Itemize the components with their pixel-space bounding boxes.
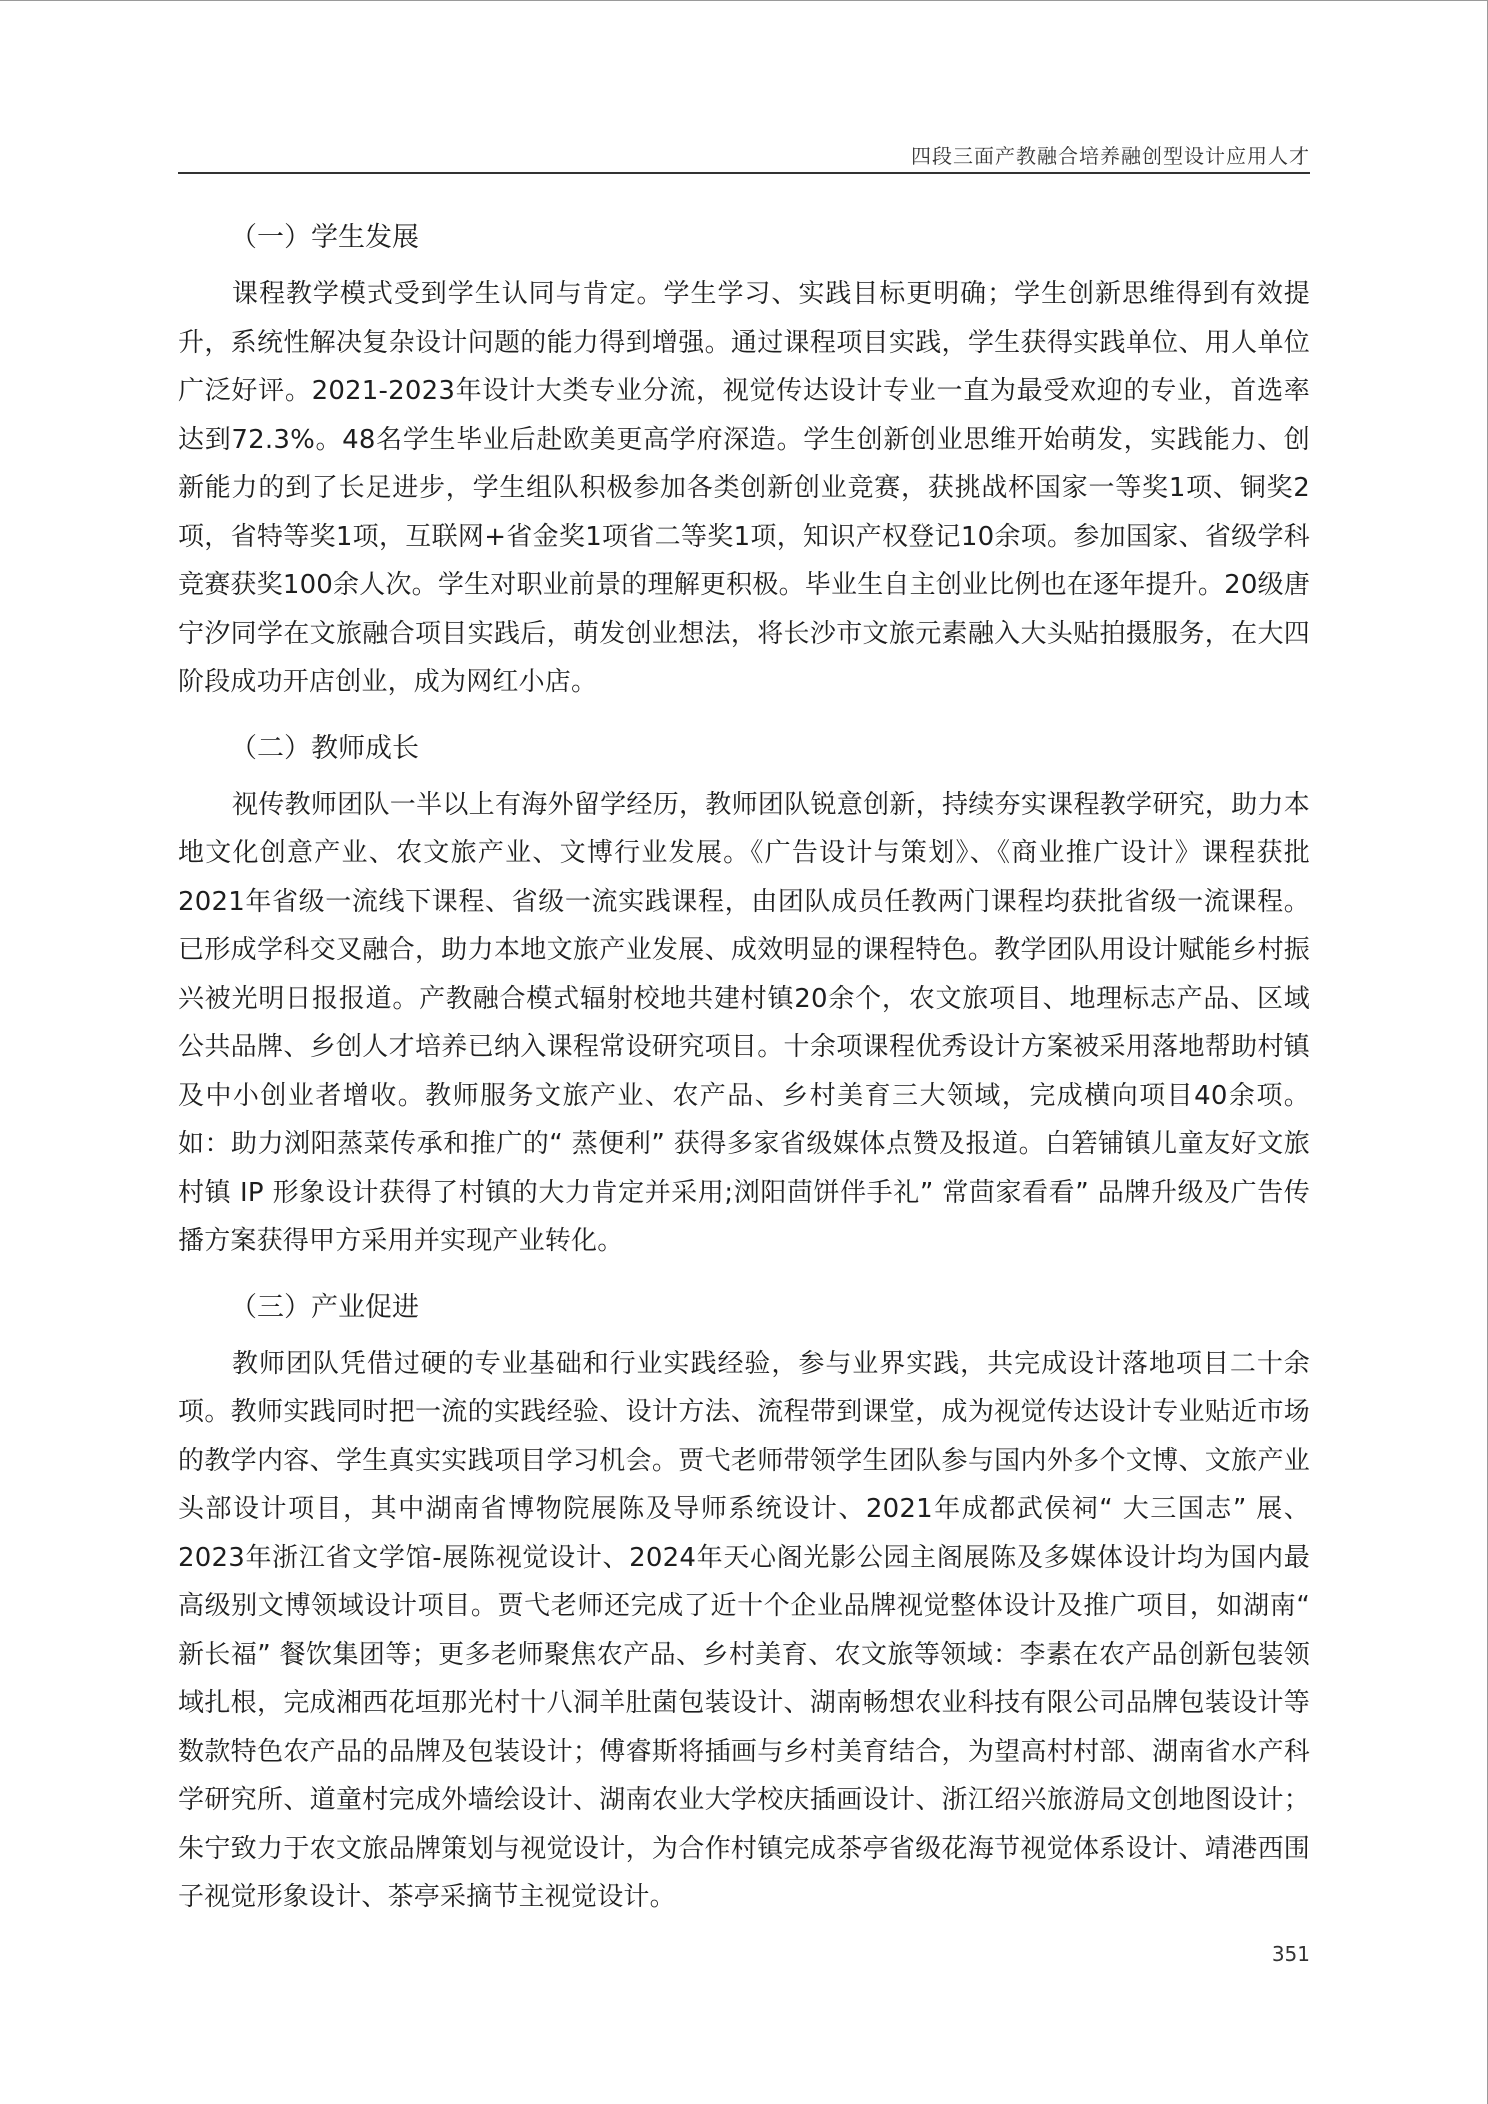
page-top-border [0,0,1487,1]
section-heading: （三）产业促进 [230,1291,419,1323]
section-paragraph: 教师团队凭借过硬的专业基础和行业实践经验，参与业界实践，共完成设计落地项目二十余项。教师实践同时把一流的实践经验、设计方法、流程带到课堂，成为视觉传达设计专业贴近市场的教学内容、学生真实实践项目学习机会。贾弋老师带领学生团队参与国内外多个文博、文旅产业头部设计项目，其中湖南省博物院展陈及导师系统设计、2021年成都武侯祠“ 大三国志” 展、2023年浙江省文学馆-展陈视觉设计、2024年天心阁光影公园主阁展陈及多媒体设计均为国内最高级别文博领域设计项目。贾弋老师还完成了近十个企业品牌视觉整体设计及推广项目，如湖南“ 新长福” 餐饮集团等；更多老师聚焦农产品、乡村美育、农文旅等领域：李素在农产品创新包装领域扎根，完成湘西花垣那光村十八洞羊肚菌包装设计、湖南畅想农业科技有限公司品牌包装设计等数款特色农产品的品牌及包装设计；傅睿斯将插画与乡村美育结合，为望高村村部、湖南省水产科学研究所、道童村完成外墙绘设计、湖南农业大学校庆插画设计、浙江绍兴旅游局文创地图设计；朱宁致力于农文旅品牌策划与视觉设计，为合作村镇完成茶亭省级花海节视觉体系设计、靖港西围子视觉形象设计、茶亭采摘节主视觉设计。 [178,1348,1310,1912]
section-industry-promotion [178,1280,1310,1922]
section-heading: （二）教师成长 [230,732,419,764]
running-header [178,128,1310,174]
page-number: 351 [1271,1942,1310,1966]
section-heading: （一）学生发展 [230,222,419,253]
page-body [178,210,1310,1936]
running-header-title: 四段三面产教融合培养融创型设计应用人才 [911,144,1310,168]
section-paragraph: 课程教学模式受到学生认同与肯定。学生学习、实践目标更明确；学生创新思维得到有效提升，系统性解决复杂设计问题的能力得到增强。通过课程项目实践，学生获得实践单位、用人单位广泛好评。2021-2023年设计大类专业分流，视觉传达设计专业一直为最受欢迎的专业，首选率达到72.3%。48名学生毕业后赴欧美更高学府深造。学生创新创业思维开始萌发，实践能力、创新能力的到了长足进步，学生组队积极参加各类创新创业竞赛，获挑战杯国家一等奖1项、铜奖2项，省特等奖1项，互联网+省金奖1项省二等奖1项，知识产权登记10余项。参加国家、省级学科竞赛获奖100余人次。学生对职业前景的理解更积极。毕业生自主创业比例也在逐年提升。20级唐宁汐同学在文旅融合项目实践后，萌发创业想法，将长沙市文旅元素融入大头贴拍摄服务，在大四阶段成功开店创业，成为网红小店。 [178,279,1310,697]
section-student-development [178,210,1310,707]
section-paragraph: 视传教师团队一半以上有海外留学经历，教师团队锐意创新，持续夯实课程教学研究，助力本地文化创意产业、农文旅产业、文博行业发展。《广告设计与策划》、《商业推广设计》课程获批2021年省级一流线下课程、省级一流实践课程，由团队成员任教两门课程均获批省级一流课程。已形成学科交叉融合，助力本地文旅产业发展、成效明显的课程特色。教学团队用设计赋能乡村振兴被光明日报报道。产教融合模式辐射校地共建村镇20余个，农文旅项目、地理标志产品、区域公共品牌、乡创人才培养已纳入课程常设研究项目。十余项课程优秀设计方案被采用落地帮助村镇及中小创业者增收。教师服务文旅产业、农产品、乡村美育三大领域，完成横向项目40余项。如：助力浏阳蒸菜传承和推广的“ 蒸便利” 获得多家省级媒体点赞及报道。白箬铺镇儿童友好文旅村镇 IP 形象设计获得了村镇的大力肯定并采用;浏阳茴饼伴手礼” 常茴家看看” 品牌升级及广告传播方案获得甲方采用并实现产业转化。 [178,789,1310,1256]
section-teacher-growth [178,721,1310,1266]
